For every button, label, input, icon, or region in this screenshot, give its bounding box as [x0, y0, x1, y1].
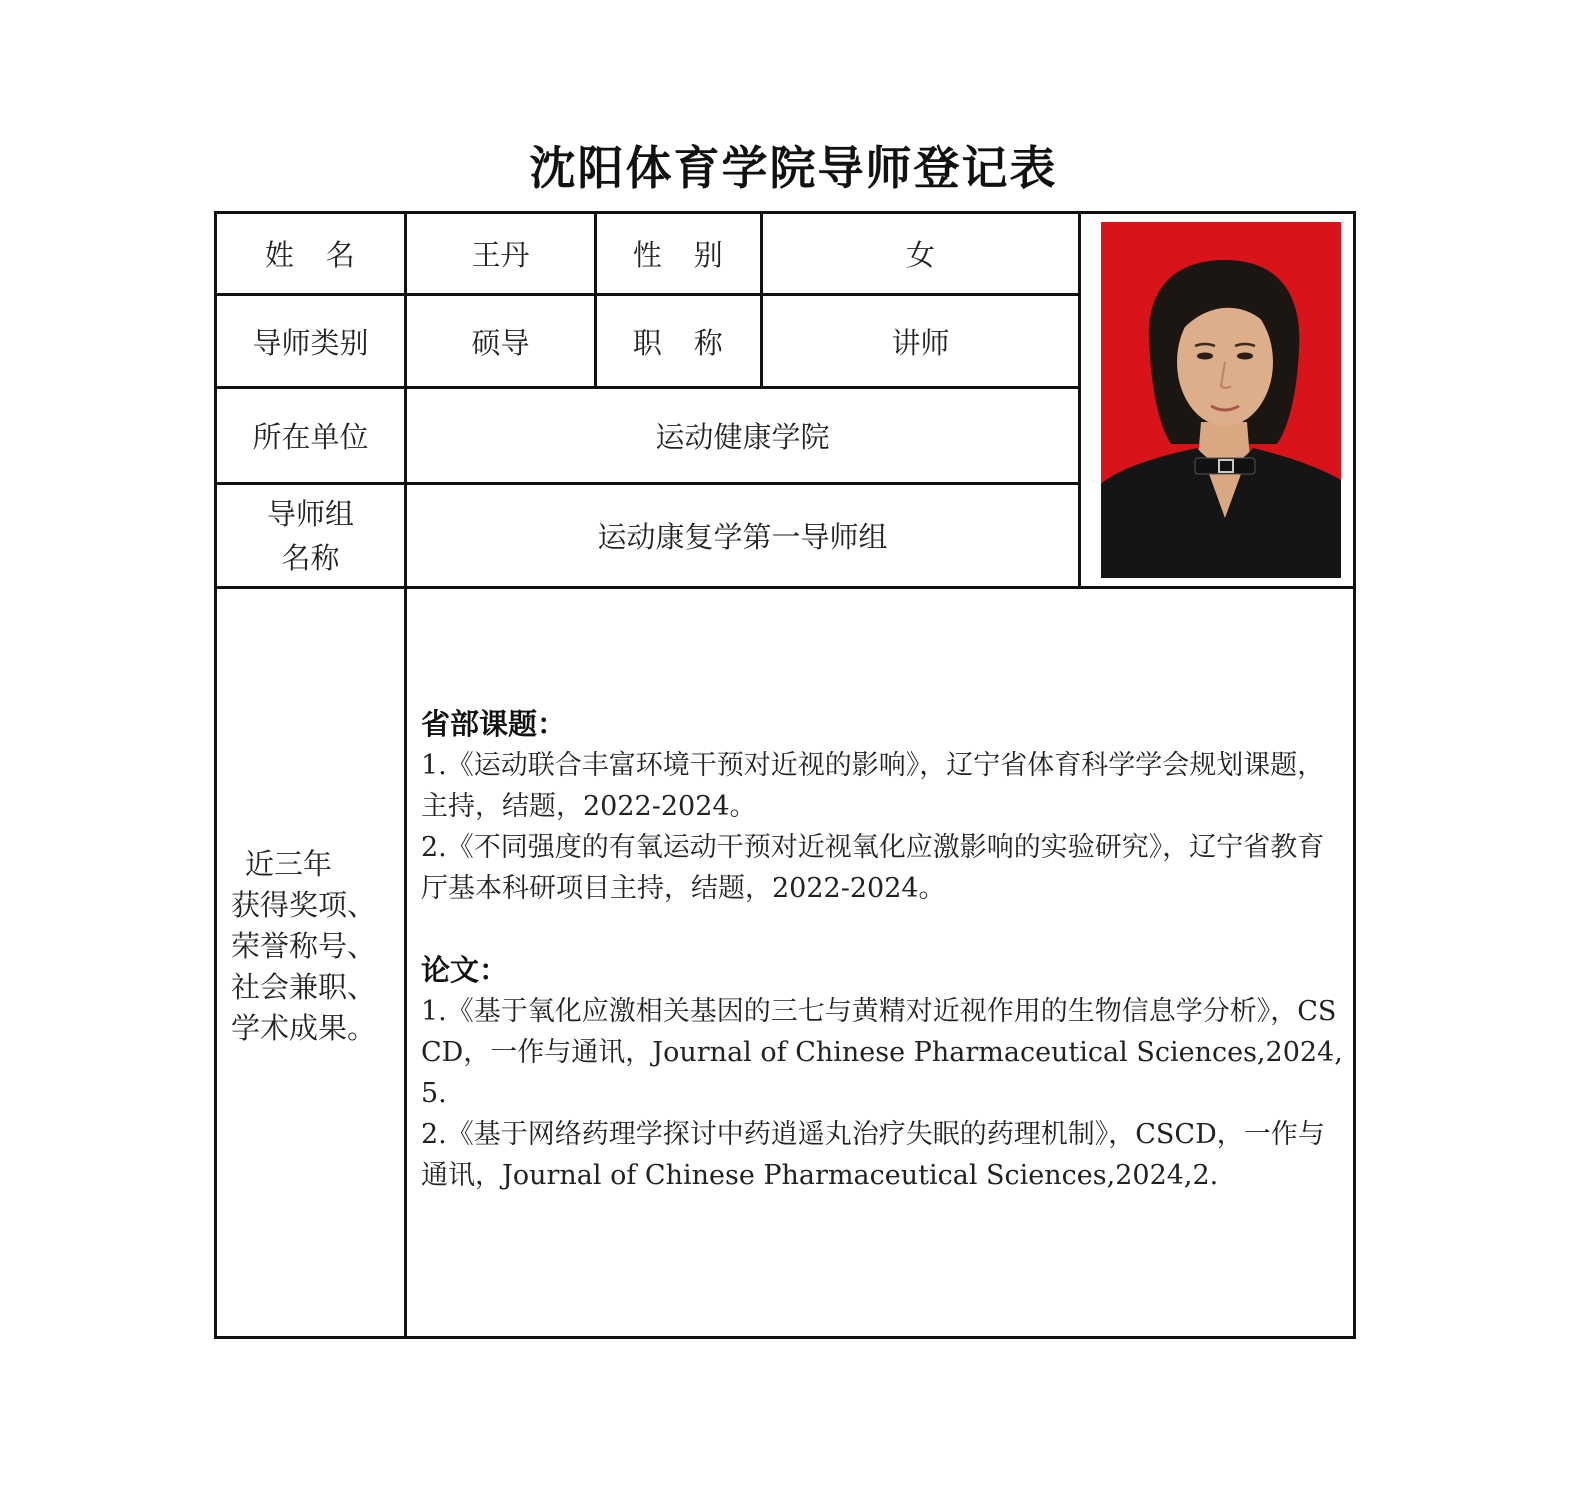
category-value: 硕导: [471, 325, 530, 360]
category-label: 导师类别: [252, 325, 369, 360]
paper-entry: 2.《基于网络药理学探讨中药逍遥丸治疗失眠的药理机制》，CSCD，一作与通讯，Journal of Chinese Pharmaceutical Sciences,2024,2.: [421, 1119, 1325, 1191]
achievements-label-line: 获得奖项、: [231, 888, 377, 922]
project-entry: 1.《运动联合丰富环境干预对近视的影响》，辽宁省体育科学学会规划课题，主持，结题，2022-2024。: [421, 750, 1325, 822]
achievements-label: [217, 590, 405, 1339]
section-spacer: [421, 909, 1351, 950]
unit-value: 运动健康学院: [655, 420, 830, 454]
gender-value: 女: [905, 238, 935, 272]
papers-heading: 论文：: [421, 953, 509, 987]
achievements-label-line: 社会兼职、: [231, 970, 377, 1004]
portrait-illustration: [1101, 222, 1341, 578]
achievements-label-line: 荣誉称号、: [231, 929, 377, 963]
project-entry: 2.《不同强度的有氧运动干预对近视氧化应激影响的实验研究》，辽宁省教育厅基本科研项目主持，结题，2022-2024。: [421, 832, 1325, 904]
group-label-line1: 导师组: [266, 496, 354, 531]
group-label: [217, 485, 404, 586]
achievements-label-line: 学术成果。: [231, 1011, 377, 1045]
achievements-label-line: 近三年: [245, 847, 333, 881]
rank-label: 职 称: [632, 325, 725, 360]
group-value: 运动康复学第一导师组: [597, 520, 888, 554]
row-divider-4: [217, 586, 1353, 589]
portrait-photo: [1101, 222, 1341, 578]
projects-heading: 省部课题：: [421, 707, 567, 741]
rank-value: 讲师: [891, 325, 950, 360]
gender-label: 性 别: [632, 238, 725, 272]
page-title: 沈阳体育学院导师登记表: [529, 141, 1058, 195]
achievements-content: [421, 704, 1351, 1196]
group-label-line2: 名称: [281, 540, 340, 575]
registration-form: [214, 211, 1356, 1339]
col-divider-4: [1078, 214, 1081, 586]
name-label: 姓 名: [264, 238, 357, 272]
paper-entry: 1.《基于氧化应激相关基因的三七与黄精对近视作用的生物信息学分析》，CSCD，一作与通讯，Journal of Chinese Pharmaceutical Sciences,2024,5.: [421, 996, 1343, 1109]
name-value: 王丹: [471, 238, 530, 272]
unit-label: 所在单位: [252, 420, 369, 454]
